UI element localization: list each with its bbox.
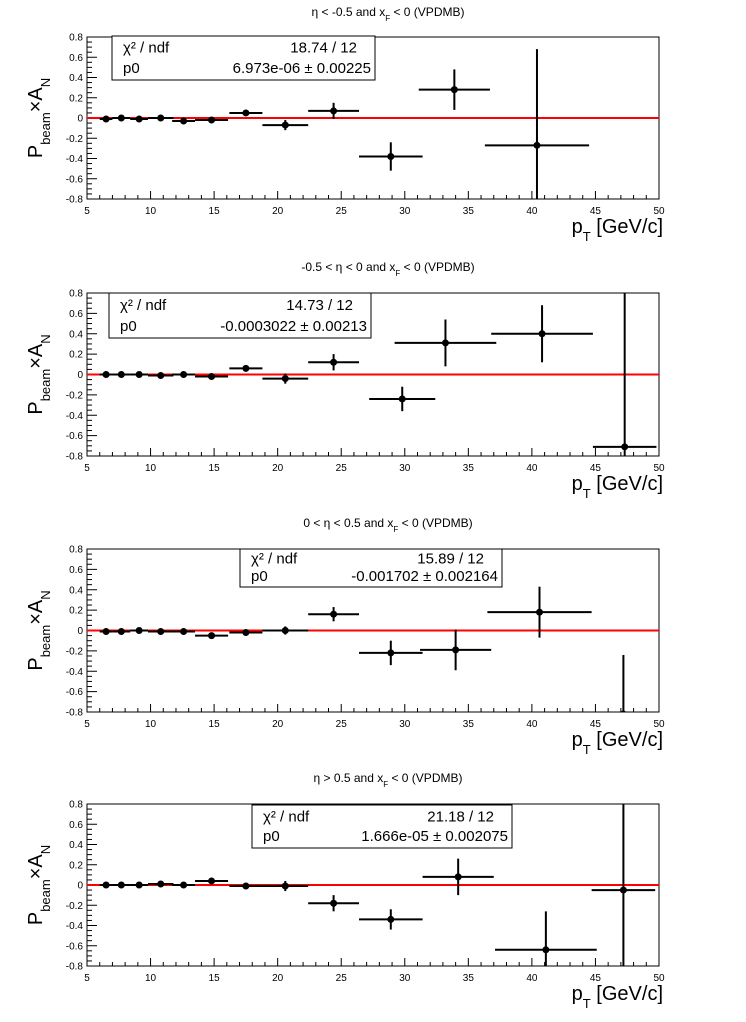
point-marker (536, 609, 543, 616)
x-tick-label: 10 (144, 463, 157, 474)
y-tick-label: 0.2 (69, 93, 83, 105)
point-marker (330, 611, 337, 618)
x-tick-label: 40 (526, 973, 538, 984)
x-tick-label: 40 (526, 719, 538, 730)
point-marker (118, 371, 125, 378)
p0-label: p0 (251, 567, 268, 585)
panel-1 (25, 5, 665, 244)
point-marker (387, 649, 394, 656)
point-marker (103, 116, 110, 123)
x-axis-title: $p_T$ [GeV/c] (571, 983, 663, 1011)
x-tick-label: 20 (272, 973, 284, 984)
point-marker (387, 916, 394, 923)
data-point (172, 371, 195, 378)
point-marker (157, 115, 164, 122)
point-marker (542, 946, 549, 953)
data-point (308, 607, 359, 621)
data-point (229, 883, 262, 890)
point-marker (620, 887, 627, 894)
point-marker (180, 371, 187, 378)
data-point (112, 882, 130, 889)
x-tick-label: 35 (462, 719, 474, 730)
data-point (262, 881, 308, 891)
point-marker (620, 711, 627, 718)
data-point (112, 371, 130, 378)
y-tick-label: 0.4 (69, 329, 83, 341)
point-marker (451, 86, 458, 93)
chi2-value: 15.89 / 12 (417, 550, 484, 568)
y-tick-label: 0.6 (69, 564, 83, 576)
point-marker (330, 900, 337, 907)
data-point (590, 655, 656, 773)
panel-3 (25, 516, 665, 773)
y-tick-label: -0.2 (65, 646, 83, 658)
x-tick-label: 10 (144, 973, 157, 984)
point-marker (157, 628, 164, 635)
data-point (495, 911, 597, 988)
data-point (100, 628, 113, 635)
y-tick-label: 0.4 (69, 585, 83, 597)
data-point (229, 365, 262, 372)
x-tick-label: 30 (399, 719, 411, 730)
data-point (593, 289, 657, 605)
x-axis-title: $p_T$ [GeV/c] (571, 473, 663, 501)
data-point (359, 641, 423, 665)
y-tick-label: -0.8 (65, 194, 83, 206)
chi2-label: χ² / ndf (251, 550, 298, 568)
data-point (308, 103, 359, 119)
x-tick-label: 45 (589, 973, 602, 984)
fit-stats-box (112, 36, 375, 80)
data-point (592, 799, 656, 981)
point-marker (387, 153, 394, 160)
x-tick-label: 10 (144, 719, 157, 730)
point-marker (103, 371, 110, 378)
y-tick-label: 0 (77, 370, 83, 381)
x-tick-label: 30 (399, 206, 411, 217)
x-tick-label: 30 (399, 463, 411, 474)
point-marker (330, 107, 337, 114)
point-marker (118, 628, 125, 635)
x-tick-label: 5 (84, 719, 90, 730)
fit-stats-box (240, 549, 502, 587)
y-tick-label: -0.8 (65, 961, 83, 973)
x-tick-label: 50 (653, 973, 665, 984)
point-marker (208, 117, 215, 124)
point-marker (180, 118, 187, 125)
panel-title: η > 0.5 and $x_F < 0$ (VPDMB) (313, 771, 463, 789)
p0-value: -0.0003022 ± 0.00213 (220, 317, 367, 335)
panel-title: η < -0.5 and $x_F < 0$ (VPDMB) (311, 5, 465, 23)
y-tick-label: 0.8 (69, 799, 83, 811)
x-tick-label: 25 (335, 206, 347, 217)
data-point (100, 882, 113, 889)
x-tick-label: 35 (462, 206, 474, 217)
y-tick-label: 0.6 (69, 819, 83, 831)
panel-4 (25, 771, 665, 1011)
data-point (148, 115, 173, 122)
y-tick-label: -0.2 (65, 133, 83, 145)
x-tick-label: 25 (335, 973, 347, 984)
data-point (359, 142, 423, 170)
point-marker (452, 646, 459, 653)
x-tick-label: 40 (526, 463, 538, 474)
p0-label: p0 (263, 828, 280, 846)
p0-value: 6.973e-06 ± 0.00225 (232, 59, 371, 77)
data-point (308, 895, 359, 911)
point-marker (208, 877, 215, 884)
y-axis-title: $P_{beam}\times A_N$ (25, 77, 53, 159)
x-tick-label: 5 (84, 463, 90, 474)
y-tick-label: -0.4 (65, 666, 83, 678)
y-tick-label: -0.2 (65, 390, 83, 402)
y-tick-label: 0.2 (69, 349, 83, 361)
x-tick-label: 50 (653, 719, 665, 730)
x-tick-label: 15 (208, 206, 220, 217)
x-tick-label: 35 (462, 973, 474, 984)
panel-title: 0 < η < 0.5 and $x_F < 0$ (VPDMB) (303, 516, 473, 534)
y-tick-label: 0.8 (69, 288, 83, 300)
point-marker (118, 115, 125, 122)
y-tick-label: -0.6 (65, 431, 83, 443)
y-tick-label: -0.6 (65, 174, 83, 186)
y-tick-label: 0.4 (69, 73, 83, 84)
fit-stats-box (252, 805, 512, 848)
point-marker (208, 373, 215, 380)
x-tick-label: 15 (208, 973, 220, 984)
data-point (148, 628, 173, 635)
y-tick-label: -0.8 (65, 707, 83, 719)
x-tick-label: 5 (84, 973, 90, 984)
point-marker (442, 339, 449, 346)
y-tick-label: 0.6 (69, 308, 83, 320)
y-tick-label: -0.6 (65, 687, 83, 699)
data-point (130, 116, 148, 123)
p0-value: -0.001702 ± 0.002164 (351, 567, 498, 585)
x-tick-label: 45 (589, 719, 602, 730)
data-point (262, 626, 308, 634)
data-point (195, 632, 228, 639)
data-point (395, 319, 497, 366)
x-tick-label: 20 (272, 463, 284, 474)
data-point (130, 882, 148, 889)
point-marker (330, 359, 337, 366)
x-tick-label: 5 (84, 206, 90, 217)
chi2-value: 18.74 / 12 (290, 39, 357, 57)
y-tick-label: 0.8 (69, 32, 83, 44)
point-marker (136, 371, 143, 378)
point-marker (136, 116, 143, 123)
x-tick-label: 15 (208, 719, 220, 730)
x-tick-label: 20 (272, 206, 284, 217)
point-marker (157, 880, 164, 887)
point-marker (242, 365, 249, 372)
y-tick-label: -0.4 (65, 921, 83, 932)
fit-stats-box (109, 293, 371, 338)
point-marker (533, 142, 540, 149)
x-tick-label: 40 (526, 206, 538, 217)
point-marker (103, 628, 110, 635)
point-marker (180, 882, 187, 889)
data-point (369, 387, 435, 411)
chi2-label: χ² / ndf (263, 808, 310, 826)
chi2-label: χ² / ndf (120, 297, 167, 315)
point-marker (455, 873, 462, 880)
point-marker (157, 372, 164, 379)
point-marker (180, 628, 187, 635)
data-point (100, 371, 113, 378)
point-marker (539, 330, 546, 337)
x-tick-label: 45 (589, 463, 602, 474)
data-point (423, 859, 494, 895)
point-marker (282, 627, 289, 634)
data-point (112, 115, 130, 122)
data-point (359, 909, 423, 929)
data-point (172, 628, 195, 635)
x-tick-label: 25 (335, 719, 347, 730)
point-marker (118, 882, 125, 889)
data-point (112, 628, 130, 635)
x-tick-label: 50 (653, 463, 665, 474)
y-tick-label: 0.2 (69, 605, 83, 617)
y-tick-label: 0.6 (69, 52, 83, 64)
data-point (172, 882, 195, 889)
chi2-value: 14.73 / 12 (286, 297, 353, 315)
y-tick-label: -0.2 (65, 900, 83, 912)
x-tick-label: 10 (144, 206, 157, 217)
point-marker (242, 883, 249, 890)
chi2-label: χ² / ndf (123, 39, 170, 57)
data-point (148, 372, 173, 379)
point-marker (242, 629, 249, 636)
point-marker (242, 109, 249, 116)
chi2-value: 21.18 / 12 (427, 808, 494, 826)
data-point (100, 116, 113, 123)
data-point (419, 69, 490, 110)
p0-label: p0 (120, 317, 137, 335)
y-tick-label: 0 (77, 626, 83, 637)
data-point (130, 371, 148, 378)
data-point (308, 354, 359, 370)
x-tick-label: 35 (462, 463, 474, 474)
p0-value: 1.666e-05 ± 0.002075 (361, 828, 508, 846)
y-tick-label: -0.6 (65, 941, 83, 953)
x-tick-label: 25 (335, 463, 347, 474)
y-axis-title: $P_{beam}\times A_N$ (25, 844, 53, 926)
y-axis-title: $P_{beam}\times A_N$ (25, 334, 53, 415)
point-marker (621, 443, 628, 450)
data-point (491, 305, 593, 362)
y-tick-label: 0.4 (69, 840, 83, 851)
y-tick-label: 0 (77, 113, 83, 125)
point-marker (136, 882, 143, 889)
y-tick-label: 0.8 (69, 544, 83, 556)
data-point (130, 627, 148, 634)
x-tick-label: 30 (399, 973, 411, 984)
x-axis-title: $p_T$ [GeV/c] (571, 216, 663, 244)
y-tick-label: 0.2 (69, 860, 83, 872)
x-tick-label: 20 (272, 719, 284, 730)
panel-title: -0.5 < η < 0 and $x_F < 0$ (VPDMB) (301, 260, 475, 278)
x-tick-label: 15 (208, 463, 220, 474)
x-tick-label: 50 (653, 206, 665, 217)
y-tick-label: -0.4 (65, 154, 83, 165)
y-axis-title: $P_{beam}\times A_N$ (25, 590, 53, 671)
point-marker (282, 122, 289, 129)
y-tick-label: -0.4 (65, 410, 83, 422)
point-marker (282, 375, 289, 382)
data-point (262, 120, 308, 130)
data-point (420, 629, 491, 670)
point-marker (399, 395, 406, 402)
x-tick-label: 45 (589, 206, 602, 217)
point-marker (282, 883, 289, 890)
y-tick-label: 0 (77, 880, 83, 892)
data-point (148, 880, 173, 887)
y-tick-label: -0.8 (65, 451, 83, 463)
p0-label: p0 (123, 59, 140, 77)
point-marker (208, 632, 215, 639)
point-marker (103, 882, 110, 889)
x-axis-title: $p_T$ [GeV/c] (571, 729, 663, 757)
point-marker (136, 627, 143, 634)
data-point (195, 877, 228, 884)
data-point (229, 109, 262, 116)
